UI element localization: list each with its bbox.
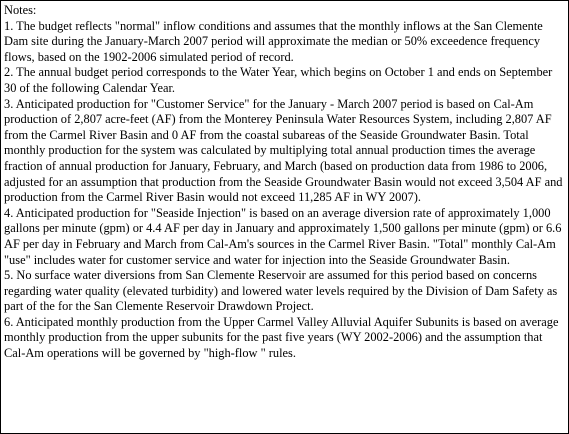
note-item-5: 5. No surface water diversions from San Clemente Reservoir are assumed for this period based on concerns regarding water quality (elevated turbidity) and lowered water levels required by the Division of Dam Safety as part of the for the San Clemente Reservoir Drawdown Project. xyxy=(4,268,558,314)
note-item-1: 1. The budget reflects "normal" inflow conditions and assumes that the monthly inflows at the San Clemente Dam site during the January-March 2007 period will approximate the median or 50% exceedence frequency flows, based on the 1902-2006 simulated period of record. xyxy=(4,18,543,64)
note-item-2: 2. The annual budget period corresponds to the Water Year, which begins on October 1 and ends on September 30 of the following Calendar Year. xyxy=(4,65,553,95)
notes-content xyxy=(1,1,568,362)
note-item-6: 6. Anticipated monthly production from the Upper Carmel Valley Alluvial Aquifer Subunits is based on average monthly production from the upper subunits for the past five years (WY 2002-2006) and the assumption that Cal-Am operations will be governed by "high-flow " rules. xyxy=(4,314,559,361)
note-item-4: 4. Anticipated production for "Seaside Injection" is based on an average diversion rate of approximately 1,000 gallons per minute (gpm) or 4.4 AF per day in January and approximately 1,500 gallons per minute (gpm) or 6.6 AF per day in February and March from Cal-Am's sources in the Carmel River Basin. "Total" monthly Cal-Am "use" includes water for customer service and water for injection into the Seaside Groundwater Basin. xyxy=(4,205,562,267)
note-item-3: 3. Anticipated production for "Customer Service" for the January - March 2007 period is based on Cal-Am production of 2,807 acre-feet (AF) from the Monterey Peninsula Water Resources System, including 2,807 AF from the Carmel River Basin and 0 AF from the coastal subareas of the Seaside Groundwater Basin. Total monthly production for the system was calculated by multiplying total annual production times the average fraction of annual production for January, February, and March (based on production data from 1986 to 2006, adjusted for an assumption that production from the Seaside Groundwater Basin would not exceed 3,504 AF and production from the Carmel River Basin would not exceed 11,285 AF in WY 2007). xyxy=(4,96,563,205)
notes-heading: Notes: xyxy=(4,3,37,17)
